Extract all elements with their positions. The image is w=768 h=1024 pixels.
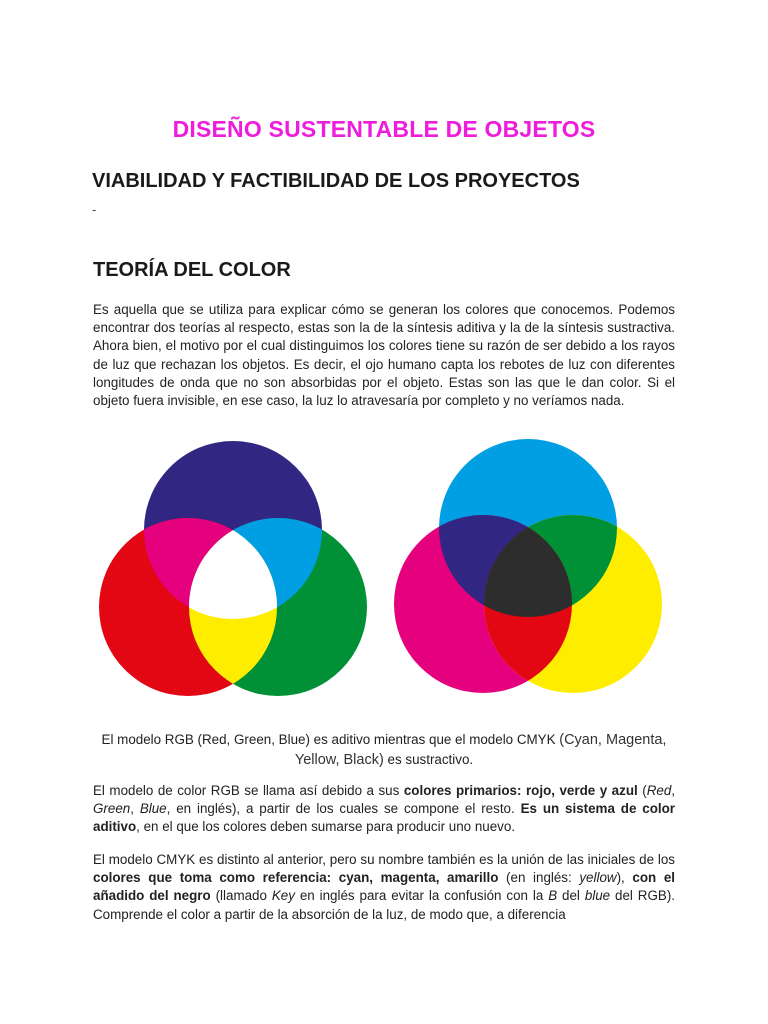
text-run: , bbox=[671, 783, 676, 798]
figure-caption bbox=[100, 730, 668, 770]
paragraph-rgb bbox=[93, 782, 675, 837]
caption-part2: (Cyan, Magenta, Yellow, Black) bbox=[294, 732, 667, 768]
paragraph-intro: Es aquella que se utiliza para explicar cómo se generan los colores que conocemos. Podemos encontrar dos teorías al respecto, estas son la de la síntesis aditiva y la de la síntesis sustractiva. Ahora bien, el motivo por el cual distinguimos los colores tiene su razón de ser debido a los rayos de luz que rechazan los objetos. Es decir, el ojo humano capta los rebotes de luz con diferentes longitudes de onda que no son absorbidas por el objeto. Estas son las que le dan color. Si el objeto fuera invisible, en ese caso, la luz lo atravesaría por completo y no veríamos nada. bbox=[93, 302, 675, 409]
text-run: (llamado bbox=[210, 888, 272, 904]
text-run: , bbox=[130, 801, 140, 817]
paragraph-cmyk bbox=[93, 851, 675, 924]
document-title: DISEÑO SUSTENTABLE DE OBJETOS bbox=[172, 116, 596, 142]
text-run: El modelo de color RGB se llama así debido a sus bbox=[93, 783, 404, 798]
bold-run: colores primarios: rojo, verde y azul bbox=[403, 783, 638, 798]
text-run: ), bbox=[616, 870, 633, 886]
bold-run: colores que toma como referencia: cyan, magenta, amarillo bbox=[93, 870, 499, 886]
italic-run: B bbox=[548, 888, 558, 904]
text-run: del RGB). Comprende el color a partir de la absorción de la luz, de modo que, a diferencia bbox=[93, 888, 676, 922]
caption-part1: El modelo RGB (Red, Green, Blue) es aditivo mientras que el modelo CMYK bbox=[101, 732, 560, 747]
text-run: , en el que los colores deben sumarse para producir uno nuevo. bbox=[136, 819, 516, 835]
italic-run: Red bbox=[646, 783, 672, 798]
text-run: en inglés para evitar la confusión con la bbox=[294, 888, 549, 904]
text-run: del bbox=[557, 888, 585, 904]
italic-run: Green bbox=[93, 801, 131, 817]
italic-run: blue bbox=[584, 888, 611, 904]
text-run: El modelo CMYK es distinto al anterior, pero su nombre también es la unión de las iniciales de los bbox=[93, 852, 675, 867]
rgb-additive-diagram bbox=[99, 441, 367, 696]
bold-run: con el añadido del negro bbox=[93, 870, 675, 904]
text-run: , en inglés), a partir de los cuales se compone el resto. bbox=[166, 801, 521, 817]
text-run: (en inglés: bbox=[498, 870, 580, 886]
document-subtitle: VIABILIDAD Y FACTIBILIDAD DE LOS PROYECTOS bbox=[92, 170, 580, 192]
section-heading: TEORÍA DEL COLOR bbox=[93, 259, 291, 281]
bold-run: Es un sistema de color aditivo bbox=[93, 801, 676, 835]
text-run: ( bbox=[637, 783, 647, 798]
italic-run: Key bbox=[271, 888, 295, 904]
dash-separator: - bbox=[92, 202, 97, 217]
italic-run: yellow bbox=[579, 870, 617, 886]
italic-run: Blue bbox=[139, 801, 167, 817]
cmyk-subtractive-diagram bbox=[394, 439, 662, 693]
caption-part3: es sustractivo. bbox=[383, 752, 474, 767]
